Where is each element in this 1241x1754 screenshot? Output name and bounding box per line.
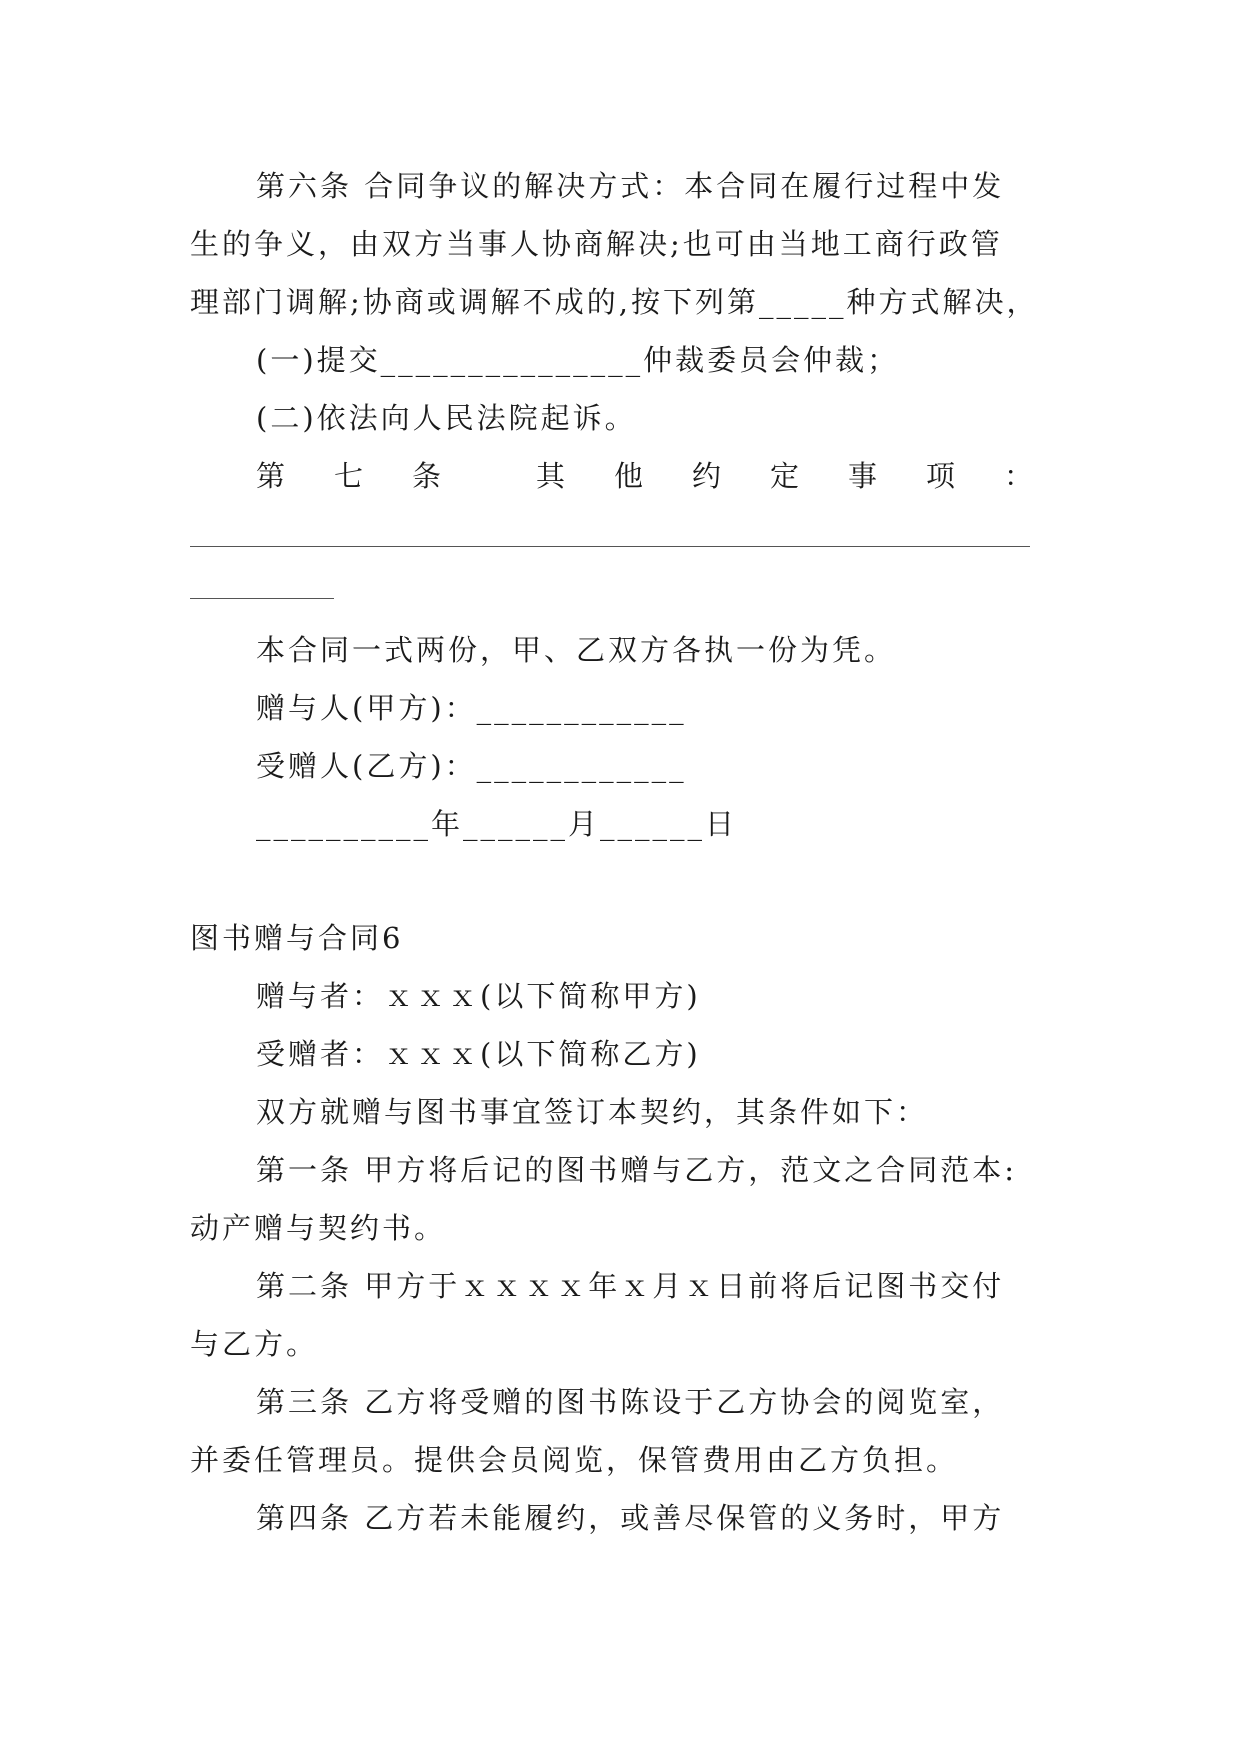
option-1: (一)提交_______________仲裁委员会仲裁； <box>256 343 900 377</box>
article-7-char: 七 <box>334 459 367 493</box>
fill-in-rule-short <box>190 598 334 599</box>
article-2-line-1: 第二条 甲方于ｘｘｘｘ年ｘ月ｘ日前将后记图书交付 <box>256 1269 1005 1303</box>
article-7-char: 条 <box>412 459 445 493</box>
article-6-line-2: 生的争义，由双方当事人协商解决;也可由当地工商行政管 <box>190 227 1003 261</box>
option-2: (二)依法向人民法院起诉。 <box>256 401 637 435</box>
article-7-heading <box>256 456 1036 496</box>
donee-line: 受赠者：ｘｘｘ(以下简称乙方) <box>256 1037 701 1071</box>
article-7-char: 约 <box>691 459 724 493</box>
article-1-line-2: 动产赠与契约书。 <box>190 1211 447 1245</box>
article-7-char: 他 <box>613 459 646 493</box>
article-3-line-2: 并委任管理员。提供会员阅览，保管费用由乙方负担。 <box>190 1443 959 1477</box>
article-7-char: 第 <box>256 459 289 493</box>
article-6-line-3: 理部门调解;协商或调解不成的,按下列第_____种方式解决， <box>190 285 1039 319</box>
article-2-line-2: 与乙方。 <box>190 1327 319 1361</box>
article-6-line-1: 第六条 合同争议的解决方式：本合同在履行过程中发 <box>256 169 1005 203</box>
donor-line: 赠与者：ｘｘｘ(以下简称甲方) <box>256 979 701 1013</box>
article-7-char: 定 <box>769 459 802 493</box>
preamble-line: 双方就赠与图书事宜签订本契约，其条件如下： <box>256 1095 929 1129</box>
article-7-char: 项 <box>925 459 958 493</box>
article-7-char: 其 <box>535 459 568 493</box>
article-7-char: ： <box>1003 459 1036 493</box>
donee-signature-line: 受赠人(乙方)：____________ <box>256 749 687 783</box>
article-3-line-1: 第三条 乙方将受赠的图书陈设于乙方协会的阅览室， <box>256 1385 1005 1419</box>
article-4-line-1: 第四条 乙方若未能履约，或善尽保管的义务时，甲方 <box>256 1501 1005 1535</box>
copies-clause: 本合同一式两份，甲、乙双方各执一份为凭。 <box>256 633 897 667</box>
article-1-line-1: 第一条 甲方将后记的图书赠与乙方，范文之合同范本: <box>256 1153 1017 1187</box>
date-line: __________年______月______日 <box>256 807 738 841</box>
donor-signature-line: 赠与人(甲方)：____________ <box>256 691 687 725</box>
fill-in-rule-long <box>190 546 1030 547</box>
article-7-char: 事 <box>847 459 880 493</box>
contract-title: 图书赠与合同6 <box>190 921 404 955</box>
